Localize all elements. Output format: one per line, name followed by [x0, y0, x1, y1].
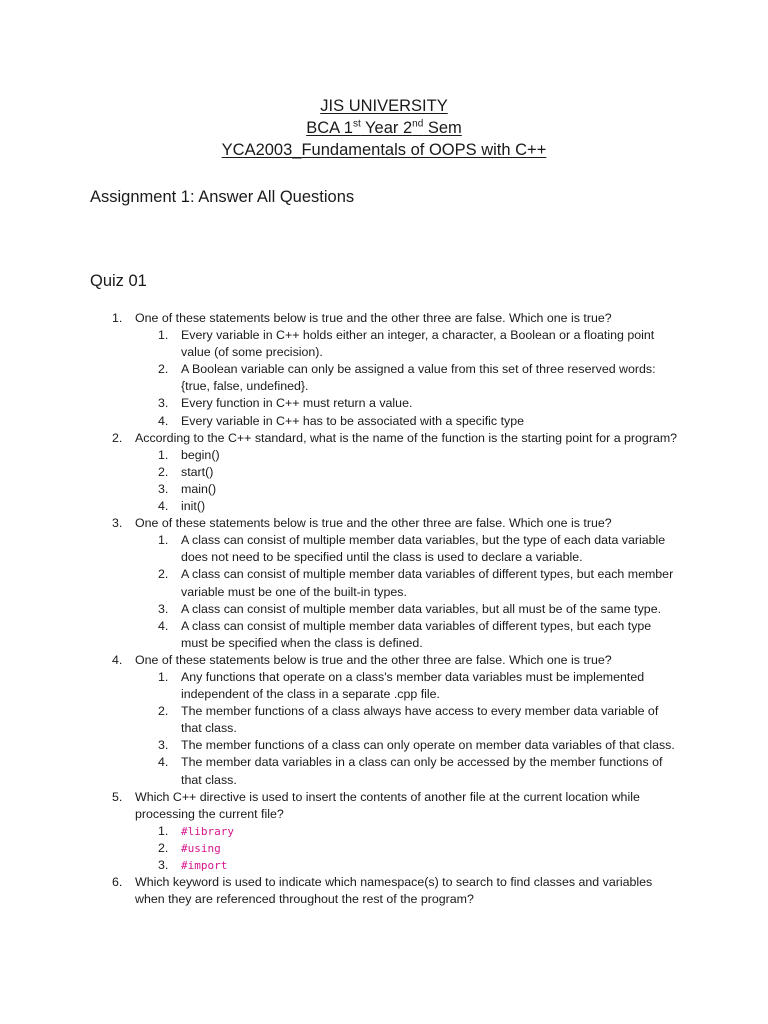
option-text: Every variable in C++ holds either an integer, a character, a Boolean or a floating point value (of some precision). [181, 328, 655, 360]
option-text: A class can consist of multiple member data variables of different types, but each type must be specified when the class is defined. [181, 618, 652, 650]
answer-option [0, 840, 681, 857]
university-name: JIS UNIVERSITY [320, 97, 448, 115]
option-text: The member functions of a class always have access to every member data variable of that class. [181, 704, 659, 736]
option-number: 2. [158, 362, 169, 377]
option-number: 4. [158, 618, 169, 633]
question-list [0, 310, 768, 908]
answer-option [0, 601, 681, 618]
option-text: begin() [181, 447, 220, 462]
option-text: Every variable in C++ has to be associated with a specific type [181, 413, 524, 428]
answer-option [0, 703, 681, 737]
answer-option [0, 669, 681, 703]
option-code-text: #using [181, 841, 221, 855]
option-text: start() [181, 464, 214, 479]
question-item [0, 652, 685, 669]
question-text: One of these statements below is true and the other three are false. Which one is true? [135, 652, 612, 667]
option-text: The member data variables in a class can only be accessed by the member functions of that class. [181, 755, 663, 787]
question-number: 1. [112, 311, 123, 325]
option-number: 3. [158, 601, 169, 616]
answer-option [0, 737, 681, 754]
option-number: 1. [158, 823, 169, 838]
question-number: 6. [112, 875, 123, 890]
question-text: One of these statements below is true and the other three are false. Which one is true? [135, 311, 612, 325]
answer-option [0, 498, 681, 515]
answer-option [0, 481, 681, 498]
question-text: According to the C++ standard, what is the name of the function is the starting point for a program? [135, 430, 678, 445]
option-number: 1. [158, 447, 169, 462]
question-item [0, 310, 685, 327]
course-title: YCA2003_Fundamentals of OOPS with C++ [221, 141, 547, 159]
option-number: 1. [158, 533, 169, 548]
option-text: A class can consist of multiple member data variables, but all must be of the same type. [181, 601, 662, 616]
option-text: main() [181, 481, 217, 496]
question-number: 5. [112, 789, 123, 804]
option-text: A Boolean variable can only be assigned a value from this set of three reserved words: {true, false, undefined}. [181, 362, 656, 394]
question-item [0, 874, 685, 908]
option-text: Every function in C++ must return a value. [181, 396, 413, 411]
answer-option [0, 361, 681, 395]
answer-option [0, 566, 681, 600]
question-item [0, 789, 685, 823]
option-number: 3. [158, 396, 169, 411]
option-number: 3. [158, 738, 169, 753]
answer-option [0, 618, 681, 652]
program-line: BCA 1st Year 2nd Sem [306, 118, 462, 137]
answer-option [0, 823, 681, 840]
answer-option [0, 327, 681, 361]
answer-option [0, 857, 681, 874]
answer-option [0, 754, 681, 788]
option-number: 4. [158, 499, 169, 514]
option-number: 2. [158, 704, 169, 719]
option-number: 2. [158, 464, 169, 479]
answer-option [0, 447, 681, 464]
option-number: 4. [158, 413, 169, 428]
option-number: 4. [158, 755, 169, 770]
answer-option [0, 532, 681, 566]
question-item [0, 430, 685, 447]
question-number: 2. [112, 430, 123, 445]
assignment-title: Assignment 1: Answer All Questions [90, 188, 355, 206]
option-number: 3. [158, 481, 169, 496]
question-text: Which C++ directive is used to insert the contents of another file at the current location while processing the current file? [135, 789, 640, 821]
option-number: 2. [158, 840, 169, 855]
answer-option [0, 464, 681, 481]
question-text: Which keyword is used to indicate which namespace(s) to search to find classes and variables when they are referenced throughout the rest of the program? [135, 875, 653, 907]
question-number: 4. [112, 652, 123, 667]
option-text: The member functions of a class can only operate on member data variables of that class. [181, 738, 675, 753]
answer-option [0, 395, 681, 412]
option-number: 1. [158, 669, 169, 684]
question-item [0, 515, 685, 532]
document-header [0, 95, 768, 161]
option-code-text: #import [181, 859, 228, 872]
option-text: A class can consist of multiple member data variables, but the type of each data variable does not need to be specified until the class is used to declare a variable. [181, 533, 666, 565]
question-number: 3. [112, 516, 123, 531]
option-text: init() [181, 499, 206, 514]
option-number: 1. [158, 328, 169, 343]
option-text: Any functions that operate on a class's member data variables must be implemented independent of the class in a separate .cpp file. [181, 669, 645, 702]
option-number: 2. [158, 567, 169, 582]
question-text: One of these statements below is true and the other three are false. Which one is true? [135, 516, 612, 531]
option-code-text: #library [181, 824, 234, 838]
option-number: 3. [158, 858, 169, 872]
answer-option [0, 413, 681, 430]
option-text: A class can consist of multiple member data variables of different types, but each member variable must be one of the built-in types. [181, 567, 674, 599]
quiz-title: Quiz 01 [90, 272, 147, 290]
